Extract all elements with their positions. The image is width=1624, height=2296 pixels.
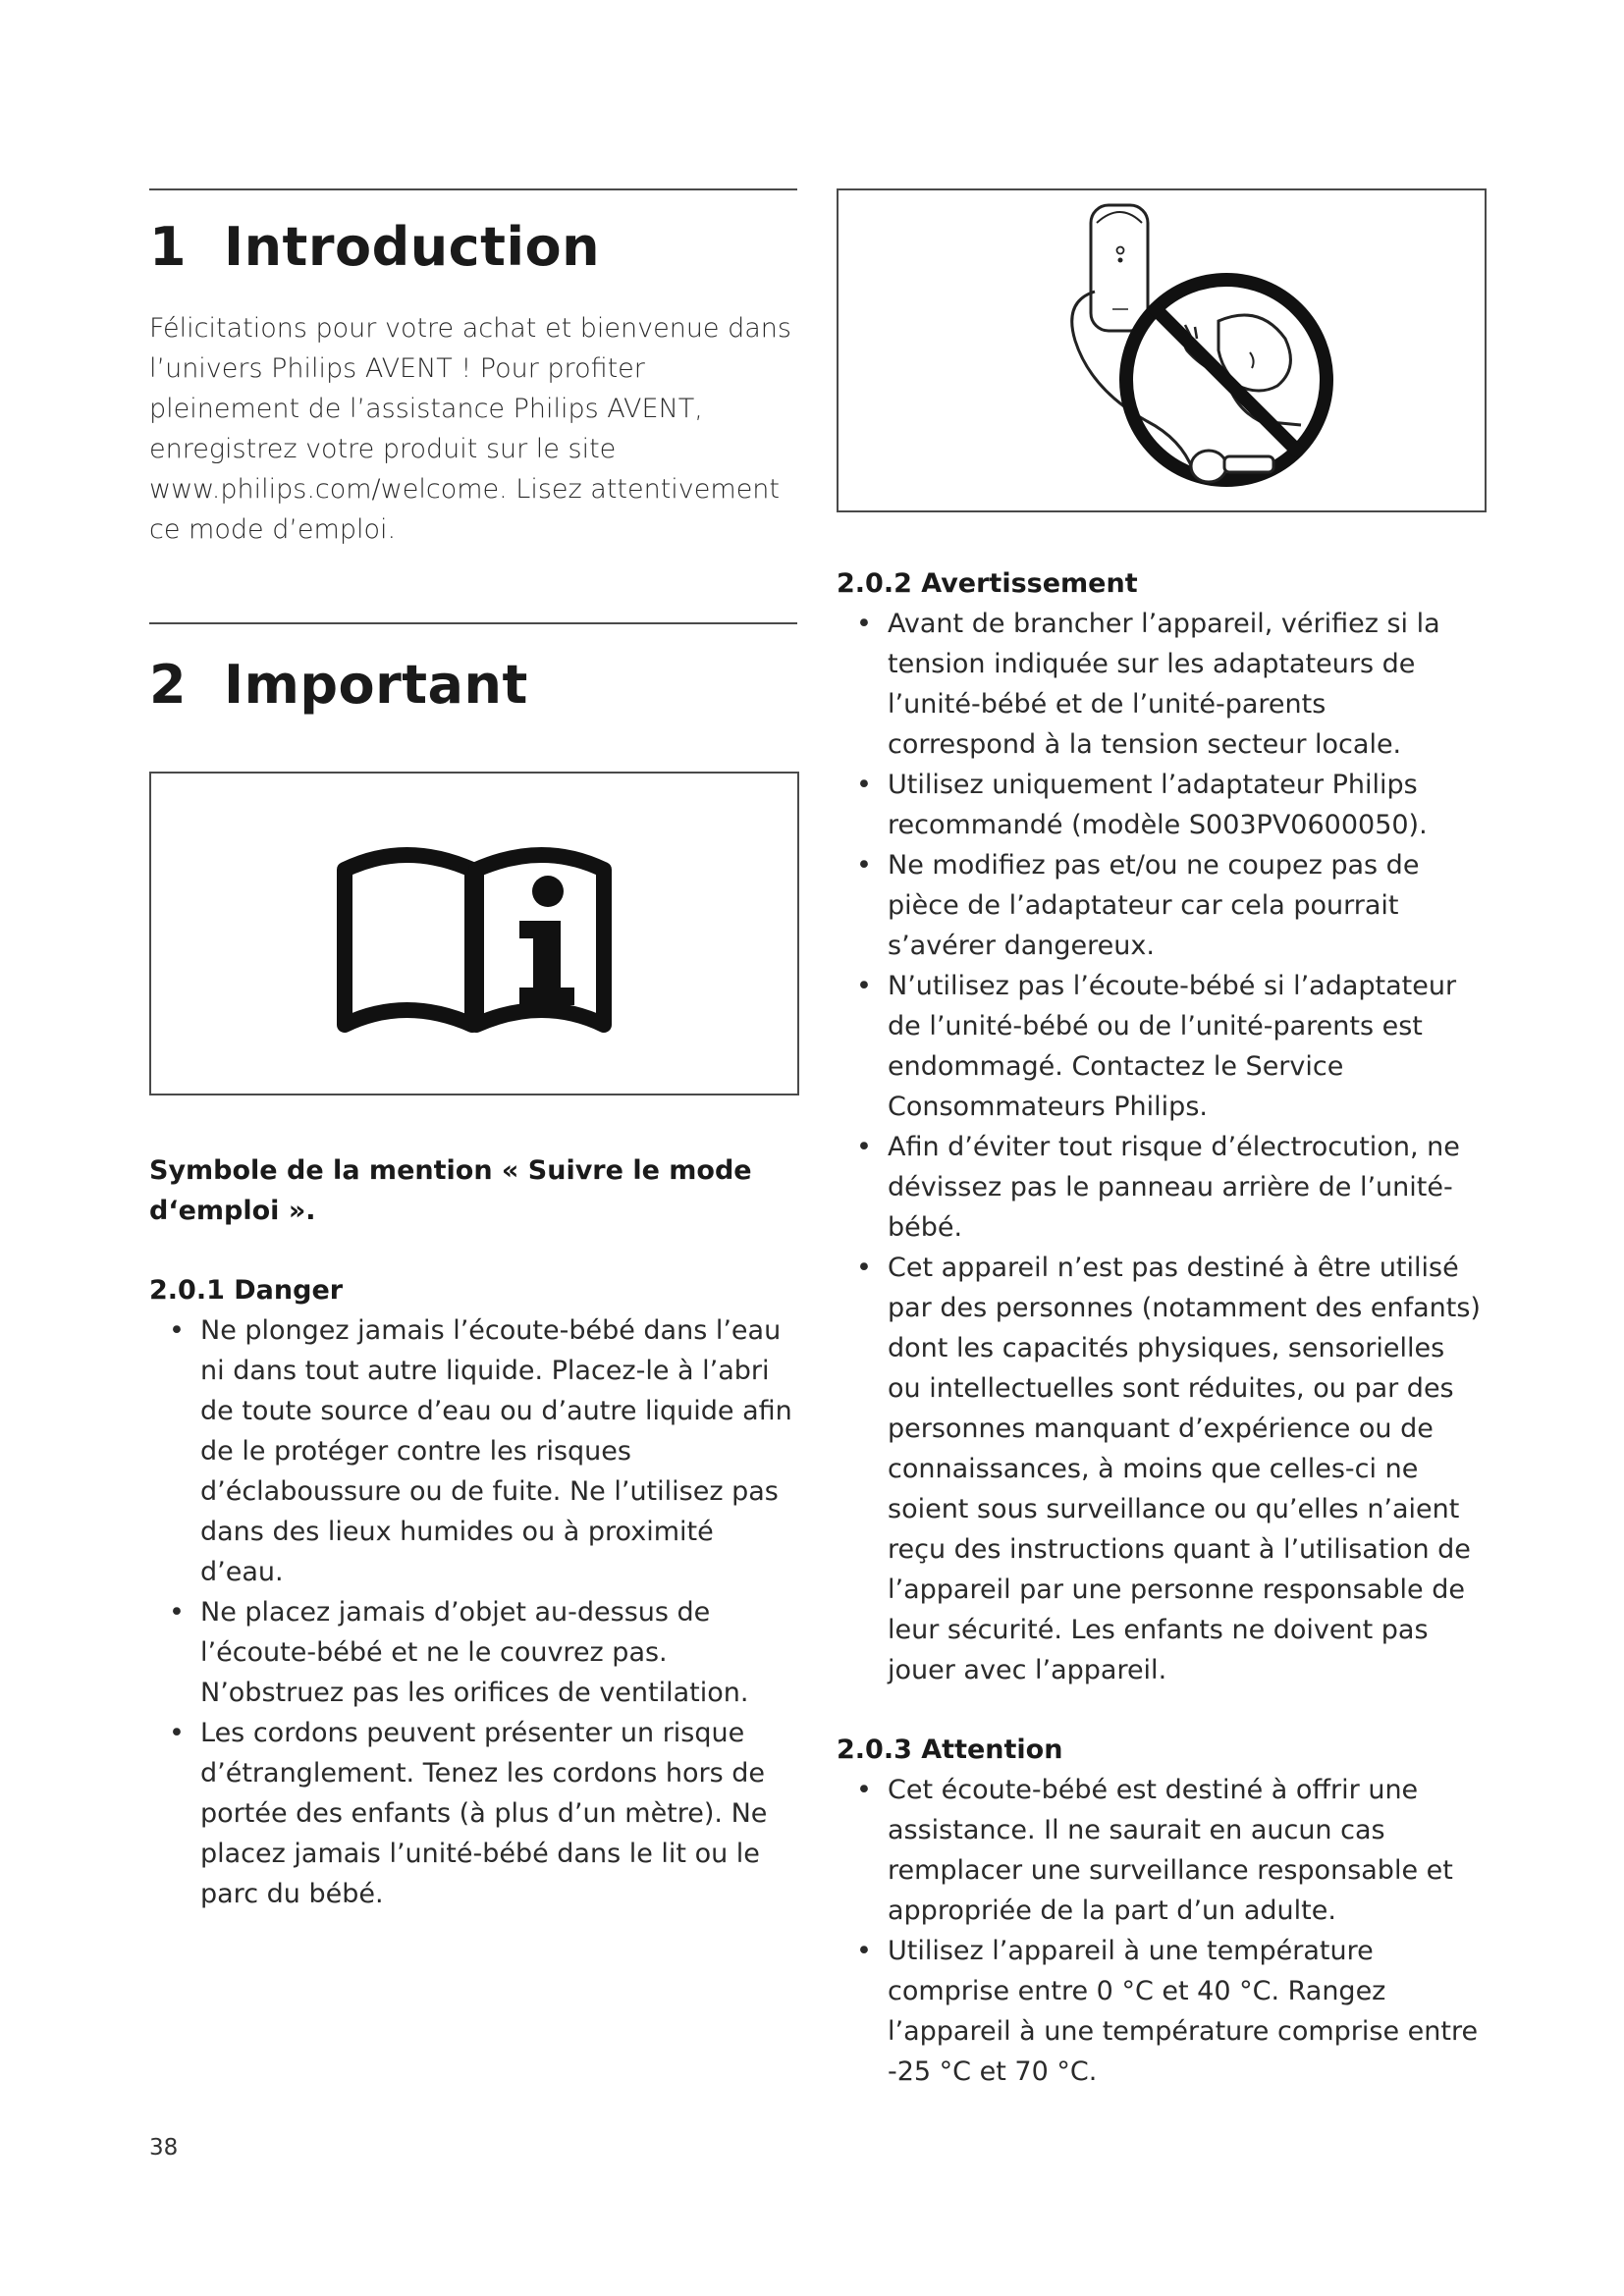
list-item [837, 765, 1485, 845]
section-rule [149, 622, 797, 624]
list-item [837, 1248, 1485, 1690]
bullet-icon: • [856, 971, 872, 1001]
list-item-text: Avant de brancher l’appareil, vérifiez si la tension indiquée sur les adaptateurs de l’unité-bébé et de l’unité-parents correspond à la tension secteur locale. [888, 609, 1440, 760]
list-item-text: N’utilisez pas l’écoute-bébé si l’adaptateur de l’unité-bébé ou de l’unité-parents est endommagé. Contactez le Service Consommateurs Philips. [888, 971, 1457, 1122]
page-number: 38 [149, 2135, 179, 2161]
list-item-text: Cet appareil n’est pas destiné à être utilisé par des personnes (notamment des enfants) dont les capacités physiques, sensorielles ou intellectuelles sont réduites, ou par des personnes manquant d’expérience ou de connaissances, à moins que celles-ci ne soient sous surveillance ou qu’elles n’aient reçu des instructions quant à l’utilisation de l’appareil par une personne responsable de leur sécurité. Les enfants ne doivent pas jouer avec l’appareil. [888, 1253, 1481, 1685]
list-item-text: Les cordons peuvent présenter un risque d’étranglement. Tenez les cordons hors de portée des enfants (à plus d’un mètre). Ne placez jamais l’unité-bébé dans le lit ou le parc du bébé. [200, 1718, 768, 1909]
list-item [837, 966, 1485, 1127]
danger-heading: 2.0.1 Danger [149, 1275, 344, 1306]
section-1-heading [149, 216, 797, 279]
bullet-icon: • [856, 1936, 872, 1966]
list-item-text: Ne plongez jamais l’écoute-bébé dans l’eau ni dans tout autre liquide. Placez-le à l’abri de toute source d’eau ou d’autre liquide afin de le protéger contre les risques d’éclaboussure ou de fuite. Ne l’utilisez pas dans des lieux humides ou à proximité d’eau. [200, 1315, 792, 1587]
bullet-icon: • [169, 1315, 185, 1346]
section-number: 1 [149, 216, 188, 278]
list-item-text: Ne modifiez pas et/ou ne coupez pas de pièce de l’adaptateur car cela pourrait s’avérer dangereux. [888, 850, 1420, 961]
bullet-icon: • [856, 1132, 872, 1162]
bullet-icon: • [856, 1253, 872, 1283]
list-item-text: Utilisez uniquement l’adaptateur Philips recommandé (modèle S003PV0600050). [888, 770, 1428, 840]
section-2-heading [149, 654, 797, 717]
list-item [837, 1770, 1485, 1931]
section-title: Important [224, 654, 528, 716]
warning-heading: 2.0.2 Avertissement [837, 568, 1138, 599]
bullet-icon: • [856, 1775, 872, 1805]
list-item [149, 1310, 797, 1592]
right-column [837, 188, 1485, 2092]
danger-list [149, 1310, 797, 1914]
bullet-icon: • [169, 1718, 185, 1748]
bullet-icon: • [856, 770, 872, 800]
read-manual-symbol-figure [149, 772, 799, 1095]
section-number: 2 [149, 654, 188, 716]
bullet-icon: • [856, 609, 872, 639]
cord-hazard-illustration [965, 193, 1358, 507]
list-item-text: Cet écoute-bébé est destiné à offrir une assistance. Il ne saurait en aucun cas remplacer une surveillance responsable et appropriée de la part d’un adulte. [888, 1775, 1453, 1926]
list-item-text: Ne placez jamais d’objet au-dessus de l’écoute-bébé et ne le couvrez pas. N’obstruez pas les orifices de ventilation. [200, 1597, 749, 1708]
list-item [837, 604, 1485, 765]
list-item-text: Utilisez l’appareil à une température comprise entre 0 °C et 40 °C. Rangez l’appareil à une température comprise entre -25 °C et 70 °C. [888, 1936, 1479, 2087]
list-item [837, 1127, 1485, 1248]
bullet-icon: • [169, 1597, 185, 1628]
section-rule [149, 188, 797, 190]
book-info-icon [327, 830, 622, 1037]
list-item [149, 1592, 797, 1713]
section-title: Introduction [224, 216, 601, 278]
caution-list [837, 1770, 1485, 2092]
bullet-icon: • [856, 850, 872, 881]
no-cord-near-baby-figure [837, 188, 1487, 512]
list-item-text: Afin d’éviter tout risque d’électrocution, ne dévissez pas le panneau arrière de l’unité-bébé. [888, 1132, 1460, 1243]
caution-heading: 2.0.3 Attention [837, 1735, 1063, 1765]
list-item [837, 1931, 1485, 2092]
left-column [149, 188, 797, 1914]
intro-paragraph: Félicitations pour votre achat et bienvenue dans l’univers Philips AVENT ! Pour profiter pleinement de l’assistance Philips AVENT, enregistrez votre produit sur le site www.philips.com/welcome. Lisez attentivement ce mode d’emploi. [149, 313, 791, 545]
symbol-caption: Symbole de la mention « Suivre le mode d‘emploi ». [149, 1155, 752, 1226]
list-item [837, 845, 1485, 966]
warning-list [837, 604, 1485, 1690]
list-item [149, 1713, 797, 1914]
